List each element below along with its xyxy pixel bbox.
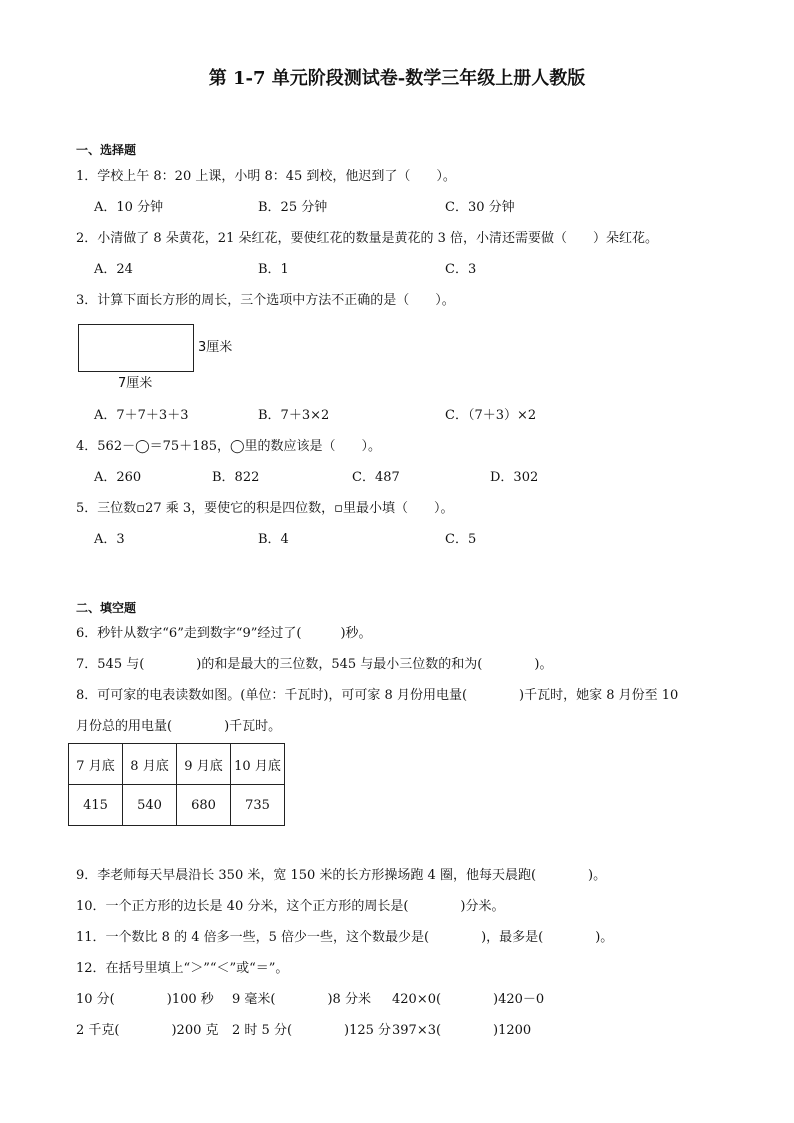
table-header-cell: 9 月底 xyxy=(177,744,231,785)
question-4-option-c: C．487 xyxy=(352,470,400,485)
question-1-option-b: B．25 分钟 xyxy=(258,200,328,215)
question-8-line-1: 8．可可家的电表读数如图。(单位：千瓦时)，可可家 8 月份用电量( )千瓦时，她家 8 月份至 10 xyxy=(76,688,679,703)
table-cell: 680 xyxy=(177,785,231,826)
question-2-option-c: C．3 xyxy=(445,262,477,277)
question-2-option-a: A．24 xyxy=(94,262,133,277)
question-4-stem: 4．562－◯＝75＋185，◯里的数应该是（ ）。 xyxy=(76,439,382,454)
table-header-cell: 7 月底 xyxy=(69,744,123,785)
question-4-option-a: A．260 xyxy=(94,470,142,485)
meter-reading-table xyxy=(68,743,285,826)
question-8-line-2: 月份总的用电量( )千瓦时。 xyxy=(76,719,282,734)
table-cell: 735 xyxy=(231,785,285,826)
question-1-option-a: A．10 分钟 xyxy=(94,200,164,215)
question-5-option-b: B．4 xyxy=(258,532,289,547)
question-1-stem: 1．学校上午 8：20 上课，小明 8：45 到校，他迟到了（ ）。 xyxy=(76,169,456,184)
table-header-cell: 8 月底 xyxy=(123,744,177,785)
rectangle-width-label: 3厘米 xyxy=(198,340,233,355)
question-12-item: 2 千克( )200 克 xyxy=(76,1023,219,1038)
question-11: 11．一个数比 8 的 4 倍多一些，5 倍少一些，这个数最少是( )，最多是( )。 xyxy=(76,930,614,945)
question-5-stem: 5．三位数▫27 乘 3，要使它的积是四位数，▫里最小填（ ）。 xyxy=(76,501,454,516)
question-2-option-b: B．1 xyxy=(258,262,289,277)
question-12-item: 10 分( )100 秒 xyxy=(76,992,214,1007)
question-5-option-c: C．5 xyxy=(445,532,477,547)
question-12-stem: 12．在括号里填上“＞”“＜”或“＝”。 xyxy=(76,961,289,976)
question-4-option-d: D．302 xyxy=(490,470,539,485)
question-9: 9．李老师每天早晨沿长 350 米，宽 150 米的长方形操场跑 4 圈，他每天晨跑( )。 xyxy=(76,868,607,883)
page-title: 第 1-7 单元阶段测试卷-数学三年级上册人教版 xyxy=(208,68,586,89)
question-12-item: 420×0( )420－0 xyxy=(392,992,545,1007)
question-6: 6．秒针从数字“6”走到数字“9”经过了( )秒。 xyxy=(76,626,372,641)
question-3-option-a: A．7＋7＋3＋3 xyxy=(94,408,189,423)
question-3-option-c: C．（7＋3）×2 xyxy=(445,408,537,423)
section-heading-fill-blank: 二、填空题 xyxy=(76,601,137,615)
table-row xyxy=(69,785,285,826)
question-7: 7．545 与( )的和是最大的三位数，545 与最小三位数的和为( )。 xyxy=(76,657,553,672)
question-12-item: 9 毫米( )8 分米 xyxy=(232,992,371,1007)
question-12-item: 397×3( )1200 xyxy=(392,1023,532,1038)
question-3-option-b: B．7＋3×2 xyxy=(258,408,330,423)
table-header-cell: 10 月底 xyxy=(231,744,285,785)
table-cell: 540 xyxy=(123,785,177,826)
question-5-option-a: A．3 xyxy=(94,532,125,547)
question-1-option-c: C．30 分钟 xyxy=(445,200,515,215)
question-12-item: 2 时 5 分( )125 分 xyxy=(232,1023,392,1038)
rectangle-figure xyxy=(78,324,194,372)
question-4-option-b: B．822 xyxy=(212,470,260,485)
rectangle-length-label: 7厘米 xyxy=(118,376,153,391)
question-3-stem: 3．计算下面长方形的周长，三个选项中方法不正确的是（ ）。 xyxy=(76,293,455,308)
section-heading-choice: 一、选择题 xyxy=(76,143,137,157)
table-row xyxy=(69,744,285,785)
question-10: 10．一个正方形的边长是 40 分米，这个正方形的周长是( )分米。 xyxy=(76,899,505,914)
question-2-stem: 2．小清做了 8 朵黄花，21 朵红花，要使红花的数量是黄花的 3 倍，小清还需要做（ ）朵红花。 xyxy=(76,231,659,246)
table-cell: 415 xyxy=(69,785,123,826)
